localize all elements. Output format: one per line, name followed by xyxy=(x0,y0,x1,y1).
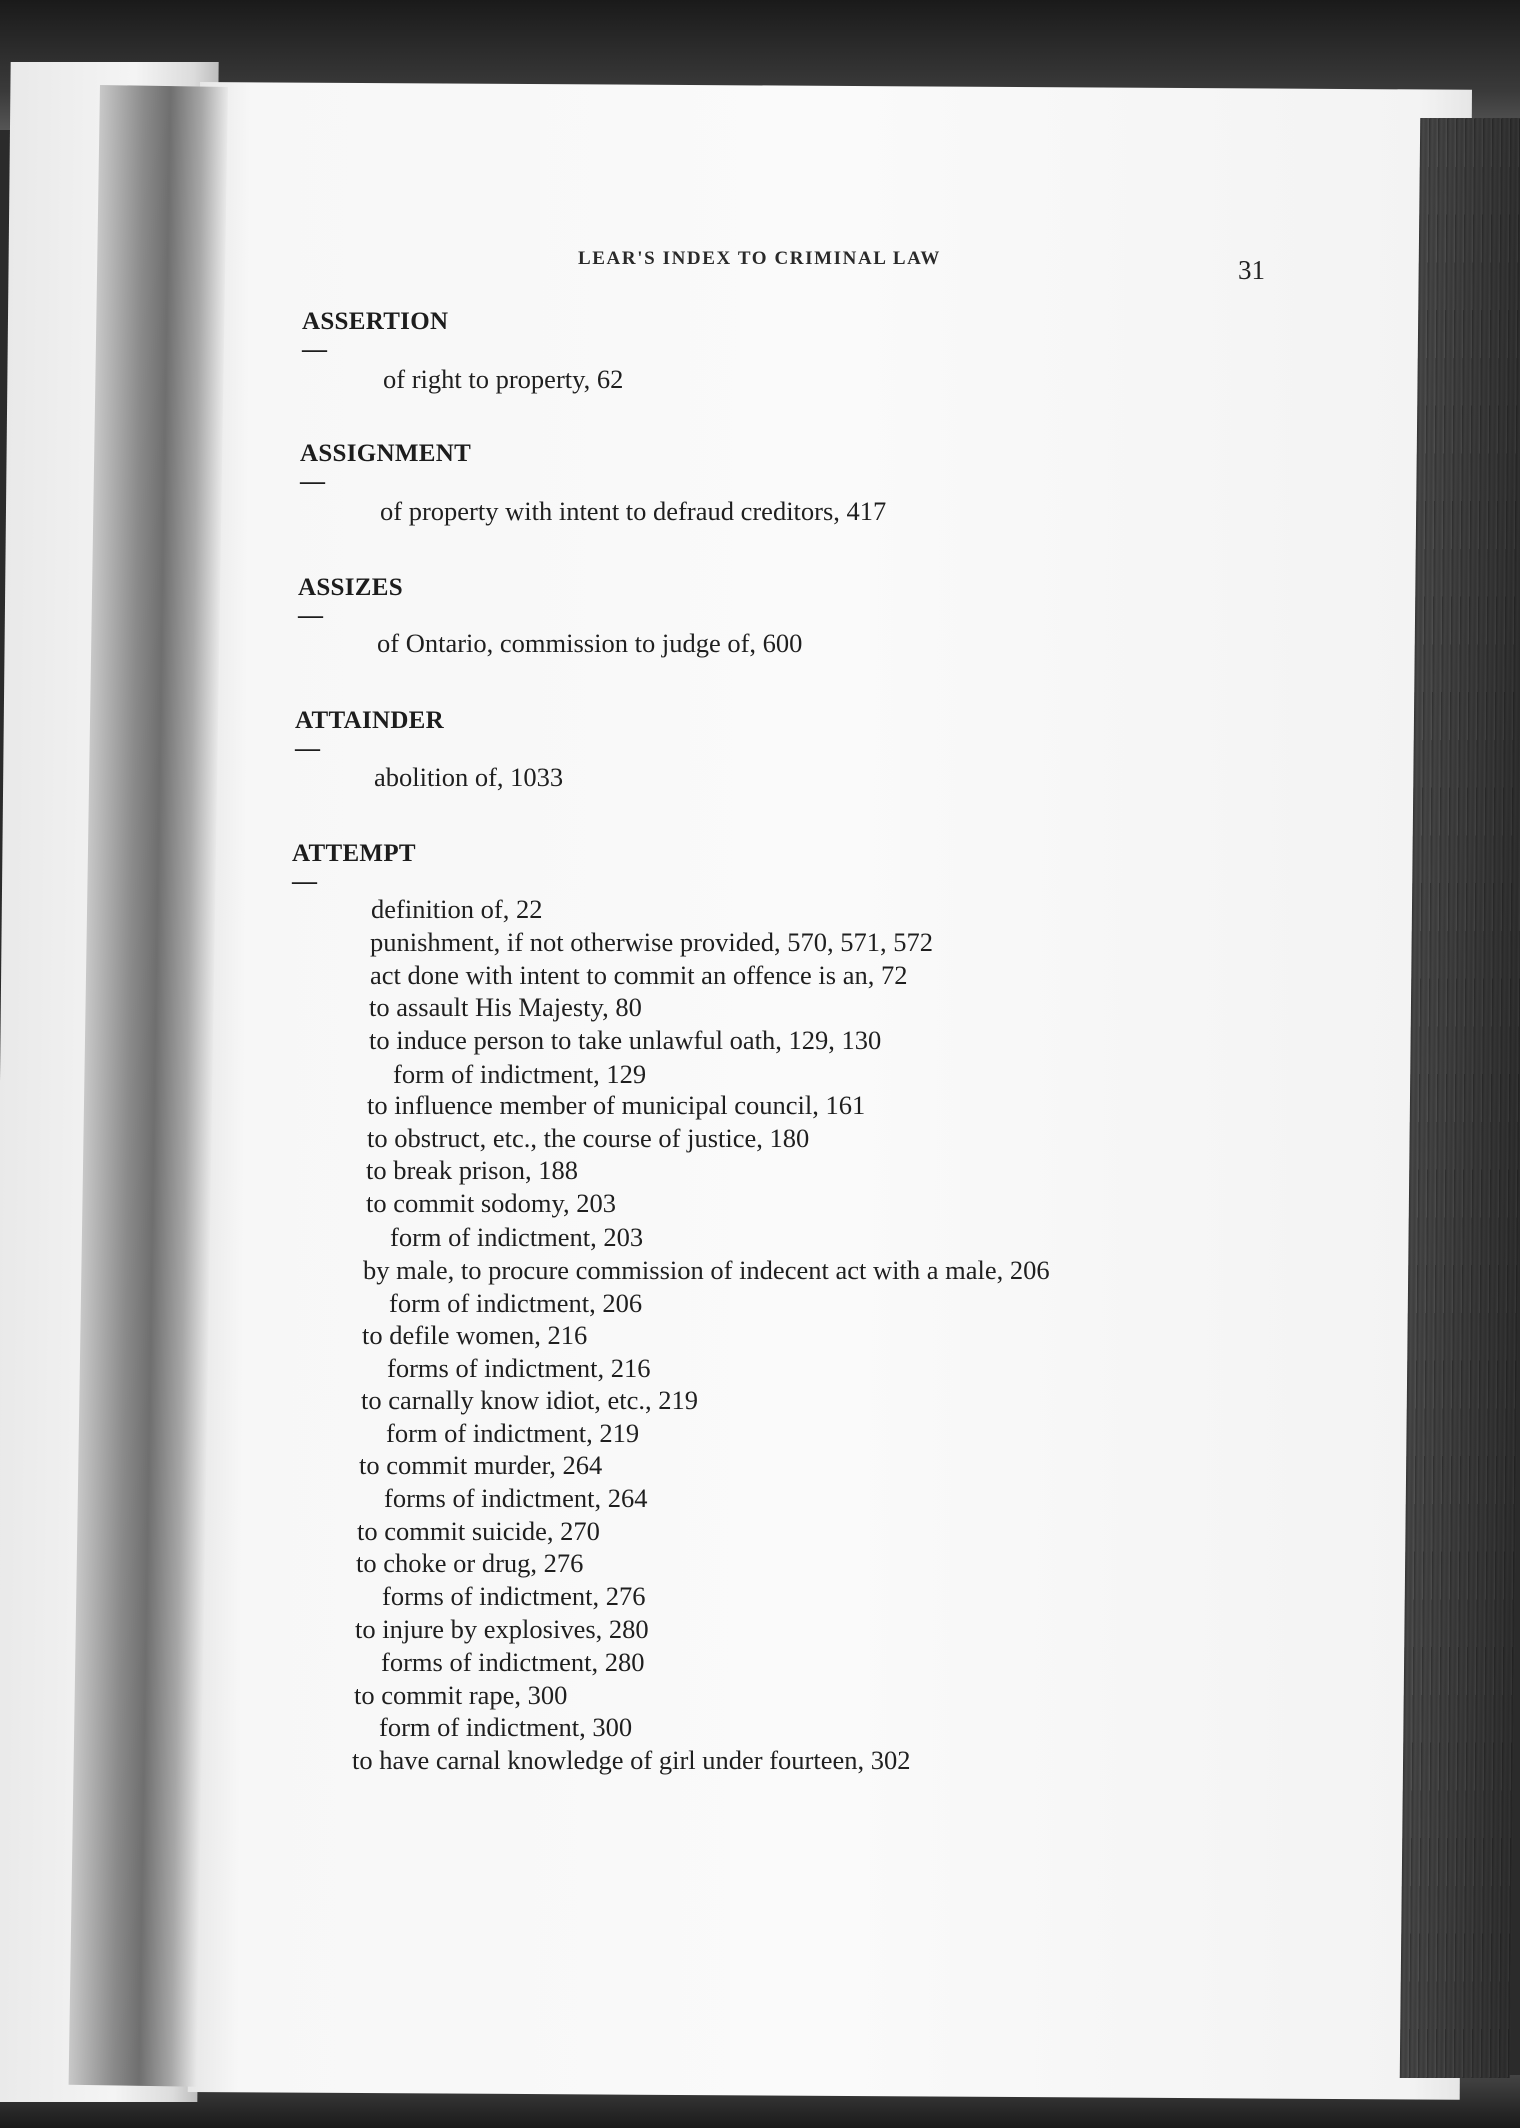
running-title: LEAR'S INDEX TO CRIMINAL LAW xyxy=(578,248,941,269)
page-block-edge xyxy=(1400,118,1520,2078)
index-entry: by male, to procure commission of indecent act with a male, 206 xyxy=(363,1255,1050,1285)
index-entry: to obstruct, etc., the course of justice, 180 xyxy=(367,1123,810,1153)
index-entry: to induce person to take unlawful oath, 129, 130 xyxy=(369,1025,882,1055)
index-entry: to commit suicide, 270 xyxy=(357,1516,600,1546)
index-subentry: form of indictment, 206 xyxy=(389,1288,643,1318)
index-entry: to break prison, 188 xyxy=(366,1155,578,1185)
index-entry: to commit rape, 300 xyxy=(354,1680,568,1710)
index-heading: ASSERTION— xyxy=(302,308,449,363)
index-subentry: form of indictment, 203 xyxy=(390,1222,644,1252)
index-entry: act done with intent to commit an offence is an, 72 xyxy=(370,960,908,990)
page-number: 31 xyxy=(1238,255,1265,285)
index-subentry: forms of indictment, 276 xyxy=(382,1581,646,1611)
index-heading: ASSIGNMENT— xyxy=(300,440,472,495)
index-subentry: forms of indictment, 280 xyxy=(381,1647,645,1677)
index-entry: to have carnal knowledge of girl under fourteen, 302 xyxy=(352,1745,911,1775)
index-heading: ATTEMPT— xyxy=(292,840,416,895)
index-heading: ATTAINDER— xyxy=(295,707,445,762)
index-subentry: form of indictment, 129 xyxy=(393,1059,647,1089)
index-subentry: forms of indictment, 216 xyxy=(387,1353,651,1383)
index-entry: to assault His Majesty, 80 xyxy=(369,992,642,1022)
index-entry: punishment, if not otherwise provided, 570, 571, 572 xyxy=(370,927,934,957)
index-entry: to commit sodomy, 203 xyxy=(366,1188,617,1218)
index-heading: ASSIZES— xyxy=(298,574,403,629)
index-subentry: form of indictment, 300 xyxy=(379,1712,633,1742)
index-subentry: form of indictment, 219 xyxy=(386,1418,640,1448)
index-entry: to carnally know idiot, etc., 219 xyxy=(361,1385,699,1415)
index-entry: of right to property, 62 xyxy=(383,364,624,394)
index-entry: of Ontario, commission to judge of, 600 xyxy=(377,628,803,658)
index-entry: definition of, 22 xyxy=(371,894,543,924)
index-entry: of property with intent to defraud creditors, 417 xyxy=(380,496,887,526)
index-entry: to choke or drug, 276 xyxy=(356,1548,584,1578)
index-entry: to commit murder, 264 xyxy=(359,1450,603,1480)
index-entry: abolition of, 1033 xyxy=(374,762,564,792)
index-entry: to defile women, 216 xyxy=(362,1320,588,1350)
index-entry: to influence member of municipal council, 161 xyxy=(367,1090,866,1120)
index-entry: to injure by explosives, 280 xyxy=(355,1614,649,1644)
index-subentry: forms of indictment, 264 xyxy=(384,1483,648,1513)
